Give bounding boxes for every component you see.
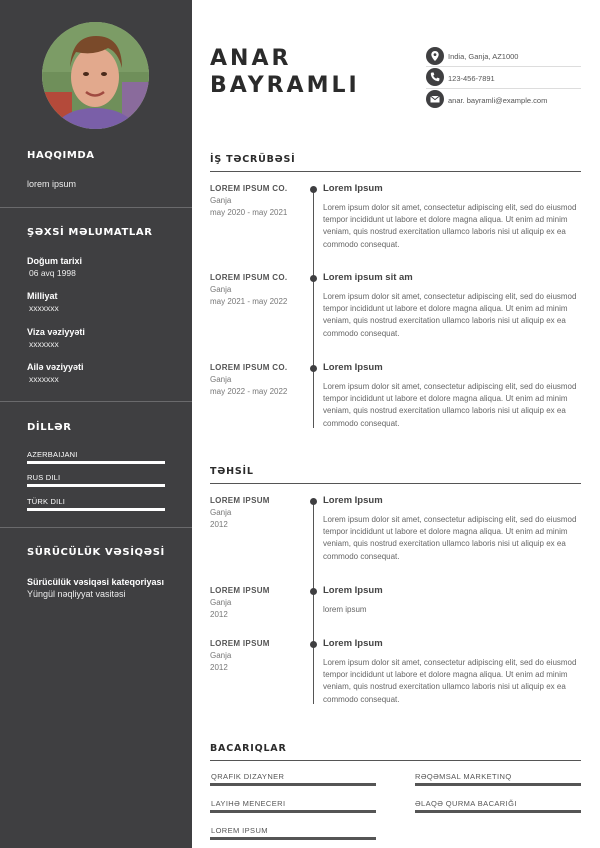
experience-location: Ganja [210,375,232,384]
personal-value: xxxxxxx [29,303,59,313]
education-school: LOREM IPSUM [210,496,270,505]
phone-text: 123-456-7891 [448,74,495,83]
personal-heading: ŞƏXSİ MƏLUMATLAR [27,227,153,238]
timeline-dot [310,588,317,595]
experience-heading: İŞ TƏCRÜBƏSİ [210,154,296,165]
timeline-dot [310,498,317,505]
education-location: Ganja [210,508,232,517]
language-level-bar [27,461,165,464]
section-rule [210,760,581,761]
skill-name: ƏLAQƏ QURMA BACARIĞI [415,799,517,808]
contact-divider [426,66,581,67]
timeline-dot [310,275,317,282]
experience-role: Lorem ipsum sit am [323,272,413,283]
language-name: AZERBAIJANI [27,450,78,459]
skill-name: LOREM IPSUM [211,826,268,835]
personal-value: 06 avq 1998 [29,268,76,278]
contact-divider [426,88,581,89]
language-name: TÜRK DILI [27,497,66,506]
experience-description: Lorem ipsum dolor sit amet, consectetur adipiscing elit, sed do eiusmod tempor incididunt ut labore et dolore magna aliqua. Ut enim ad minim veniam, quis nostrud exercitation ullamco laboris nisi ut aliquip ex ea commodo consequat. [323,292,577,338]
timeline-dot [310,365,317,372]
experience-company: LOREM IPSUM CO. [210,273,288,282]
sidebar [0,0,192,848]
experience-location: Ganja [210,285,232,294]
phone-icon [426,68,444,86]
skill-level-bar [210,783,376,786]
education-heading: TƏHSİL [210,466,254,477]
about-heading: HAQQIMDA [27,150,95,161]
sidebar-divider [0,207,192,208]
email-text: anar. bayramli@example.com [448,96,548,105]
skill-level-bar [210,837,376,840]
personal-label: Doğum tarixi [27,256,83,266]
location-text: India, Ganja, AZ1000 [448,52,519,61]
education-description: Lorem ipsum dolor sit amet, consectetur adipiscing elit, sed do eiusmod tempor incididunt ut labore et dolore magna aliqua. Ut enim ad minim veniam, quis nostrud exercitation ullamco laboris nisi ut aliquip ex ea commodo consequat. [323,658,577,704]
education-year: 2012 [210,663,228,672]
skills-heading: BACARIQLAR [210,743,287,754]
name-first: ANAR [210,46,292,71]
personal-label: Ailə vəziyyəti [27,362,84,372]
license-heading: SÜRÜCÜLÜK VƏSİQƏSİ [27,547,165,558]
timeline-dot [310,186,317,193]
experience-dates: may 2022 - may 2022 [210,387,288,396]
personal-label: Viza vəziyyəti [27,327,85,337]
license-value: Yüngül nəqliyyat vasitəsi [27,589,126,599]
education-year: 2012 [210,610,228,619]
education-school: LOREM IPSUM [210,639,270,648]
email-icon [426,90,444,108]
education-description: Lorem ipsum dolor sit amet, consectetur adipiscing elit, sed do eiusmod tempor incididunt ut labore et dolore magna aliqua. Ut enim ad minim veniam, quis nostrud exercitation ullamco laboris nisi ut aliquip ex ea commodo consequat. [323,515,577,561]
education-degree: Lorem Ipsum [323,495,383,506]
skill-level-bar [415,810,581,813]
personal-value: xxxxxxx [29,374,59,384]
education-degree: Lorem Ipsum [323,638,383,649]
education-location: Ganja [210,598,232,607]
languages-heading: DİLLƏR [27,422,72,433]
experience-role: Lorem Ipsum [323,183,383,194]
experience-description: Lorem ipsum dolor sit amet, consectetur adipiscing elit, sed do eiusmod tempor incididunt ut labore et dolore magna aliqua. Ut enim ad minim veniam, quis nostrud exercitation ullamco laboris nisi ut aliquip ex ea commodo consequat. [323,382,577,428]
education-school: LOREM IPSUM [210,586,270,595]
education-year: 2012 [210,520,228,529]
experience-company: LOREM IPSUM CO. [210,184,288,193]
education-description: lorem ipsum [323,605,367,614]
experience-description: Lorem ipsum dolor sit amet, consectetur adipiscing elit, sed do eiusmod tempor incididunt ut labore et dolore magna aliqua. Ut enim ad minim veniam, quis nostrud exercitation ullamco laboris nisi ut aliquip ex ea commodo consequat. [323,203,577,249]
sidebar-divider [0,527,192,528]
location-pin-icon [426,47,444,65]
sidebar-divider [0,401,192,402]
timeline-dot [310,641,317,648]
education-degree: Lorem Ipsum [323,585,383,596]
language-name: RUS DILI [27,473,61,482]
experience-role: Lorem Ipsum [323,362,383,373]
skill-name: RƏQƏMSAL MARKETINQ [415,772,512,781]
experience-dates: may 2021 - may 2022 [210,297,288,306]
experience-timeline [313,188,314,428]
skill-level-bar [415,783,581,786]
section-rule [210,483,581,484]
name-last: BAYRAMLI [210,73,360,98]
experience-dates: may 2020 - may 2021 [210,208,288,217]
about-text: lorem ipsum [27,179,77,189]
experience-company: LOREM IPSUM CO. [210,363,288,372]
skill-level-bar [210,810,376,813]
language-level-bar [27,508,165,511]
personal-value: xxxxxxx [29,339,59,349]
education-location: Ganja [210,651,232,660]
license-label: Sürücülük vəsiqəsi kateqoriyası [27,577,165,587]
skill-name: QRAFIK DIZAYNER [211,772,285,781]
personal-label: Milliyat [27,291,58,301]
skill-name: LAYIHƏ MENECERI [211,799,286,808]
profile-photo [42,22,149,129]
experience-location: Ganja [210,196,232,205]
language-level-bar [27,484,165,487]
education-timeline [313,500,314,704]
section-rule [210,171,581,172]
